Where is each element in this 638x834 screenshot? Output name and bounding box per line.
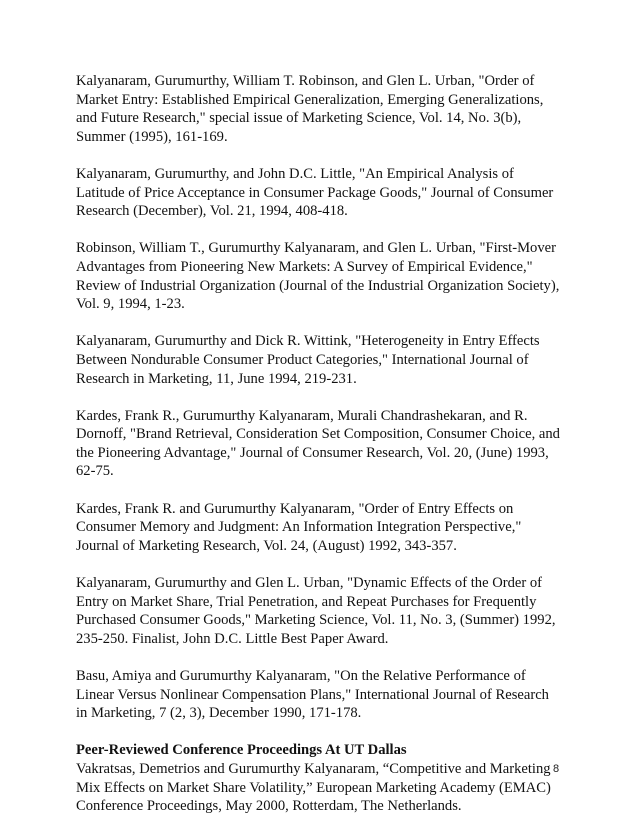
entry-line: Between Nondurable Consumer Product Categories," International Journal of — [76, 351, 529, 368]
entry-line: Dornoff, "Brand Retrieval, Consideration Set Composition, Consumer Choice, and — [76, 426, 560, 443]
publication-entry-4 — [76, 332, 566, 388]
conference-section — [76, 741, 566, 815]
entry-line: Kardes, Frank R., Gurumurthy Kalyanaram, Murali Chandrashekaran, and R. — [76, 407, 528, 424]
entry-line: Mix Effects on Market Share Volatility,” European Marketing Academy (EMAC) — [76, 779, 551, 796]
entry-line: Kalyanaram, Gurumurthy and Dick R. Wittink, "Heterogeneity in Entry Effects — [76, 333, 540, 350]
publication-entry-1 — [76, 72, 566, 146]
entry-line: Kardes, Frank R. and Gurumurthy Kalyanaram, "Order of Entry Effects on — [76, 500, 514, 517]
entry-line: Research in Marketing, 11, June 1994, 219-231. — [76, 370, 357, 387]
publication-entry-2 — [76, 165, 566, 221]
entry-line: Journal of Marketing Research, Vol. 24, (August) 1992, 343-357. — [76, 537, 457, 554]
publication-entry-5 — [76, 407, 566, 481]
page-number: 8 — [553, 763, 560, 775]
entry-line: 235-250. Finalist, John D.C. Little Best Paper Award. — [76, 630, 389, 647]
section-heading: Peer-Reviewed Conference Proceedings At UT Dallas — [76, 742, 407, 759]
entry-line: Advantages from Pioneering New Markets: A Survey of Empirical Evidence," — [76, 258, 533, 275]
entry-line: Kalyanaram, Gurumurthy, William T. Robinson, and Glen L. Urban, "Order of — [76, 73, 535, 89]
publication-list — [76, 72, 566, 834]
publication-entry-8 — [76, 667, 566, 723]
publication-entry-3 — [76, 239, 566, 313]
entry-line: in Marketing, 7 (2, 3), December 1990, 171-178. — [76, 705, 362, 722]
entry-line: Entry on Market Share, Trial Penetration, and Repeat Purchases for Frequently — [76, 593, 537, 610]
entry-line: Latitude of Price Acceptance in Consumer Package Goods," Journal of Consumer — [76, 184, 554, 201]
entry-line: Robinson, William T., Gurumurthy Kalyanaram, and Glen L. Urban, "First-Mover — [76, 240, 556, 257]
entry-line: Kalyanaram, Gurumurthy, and John D.C. Little, "An Empirical Analysis of — [76, 165, 514, 182]
entry-line: Research (December), Vol. 21, 1994, 408-418. — [76, 203, 348, 220]
entry-line: Linear Versus Nonlinear Compensation Plans," International Journal of Research — [76, 686, 549, 703]
entry-line: Basu, Amiya and Gurumurthy Kalyanaram, "On the Relative Performance of — [76, 668, 526, 684]
entry-line: Review of Industrial Organization (Journal of the Industrial Organization Society), — [76, 277, 560, 294]
entry-line: Vakratsas, Demetrios and Gurumurthy Kalyanaram, “Competitive and Marketing — [76, 760, 551, 777]
publication-entry-6 — [76, 500, 566, 556]
publication-entry-7 — [76, 574, 566, 648]
entry-line: Vol. 9, 1994, 1-23. — [76, 296, 185, 313]
entry-line: Summer (1995), 161-169. — [76, 128, 228, 145]
entry-line: Conference Proceedings, May 2000, Rotterdam, The Netherlands. — [76, 798, 462, 815]
entry-line: Market Entry: Established Empirical Generalization, Emerging Generalizations, — [76, 91, 544, 108]
entry-line: Consumer Memory and Judgment: An Information Integration Perspective," — [76, 519, 522, 536]
entry-line: Purchased Consumer Goods," Marketing Science, Vol. 11, No. 3, (Summer) 1992, — [76, 612, 556, 629]
entry-line: the Pioneering Advantage," Journal of Consumer Research, Vol. 20, (June) 1993, — [76, 444, 549, 461]
entry-line: 62-75. — [76, 463, 114, 480]
entry-line: and Future Research," special issue of Marketing Science, Vol. 14, No. 3(b), — [76, 110, 522, 127]
entry-line: Kalyanaram, Gurumurthy and Glen L. Urban, "Dynamic Effects of the Order of — [76, 575, 543, 592]
